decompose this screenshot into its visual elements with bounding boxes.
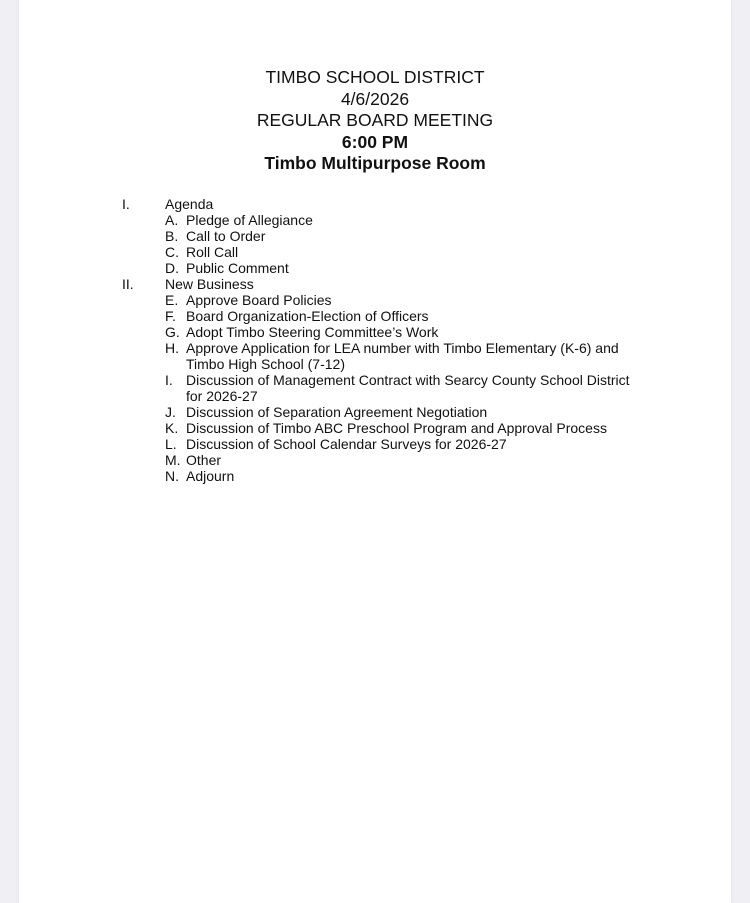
item-letter: H.: [165, 340, 179, 356]
item-letter: J.: [165, 404, 176, 420]
agenda-item: Pledge of Allegiance: [186, 212, 313, 228]
item-letter: A.: [165, 212, 179, 228]
section-title: New Business: [165, 276, 254, 292]
section-numeral: II.: [122, 276, 134, 292]
item-letter: I.: [165, 372, 173, 388]
agenda-item: Discussion of School Calendar Surveys for 2026-27: [186, 436, 507, 452]
agenda-item: Adopt Timbo Steering Committee’s Work: [186, 324, 439, 340]
agenda-item: Discussion of Management Contract with Searcy County School District: [186, 372, 630, 388]
item-letter: L.: [165, 436, 177, 452]
meeting-time: 6:00 PM: [341, 131, 409, 152]
item-letter: K.: [165, 420, 179, 436]
item-letter: G.: [165, 324, 180, 340]
item-letter: E.: [165, 292, 179, 308]
agenda-item: Roll Call: [186, 244, 239, 260]
meeting-date: 4/6/2026: [340, 88, 410, 109]
item-letter: B.: [165, 228, 179, 244]
section-title: Agenda: [165, 196, 214, 212]
item-letter: D.: [165, 260, 179, 276]
agenda-item: Call to Order: [186, 228, 266, 244]
agenda-item: Board Organization-Election of Officers: [186, 308, 429, 324]
item-letter: F.: [165, 308, 176, 324]
agenda-item: Discussion of Separation Agreement Negotiation: [186, 404, 488, 420]
agenda-item: Approve Application for LEA number with Timbo Elementary (K-6) and: [186, 340, 619, 356]
agenda-item: Approve Board Policies: [186, 292, 332, 308]
agenda-item-continuation: for 2026-27: [186, 388, 258, 404]
item-letter: C.: [165, 244, 179, 260]
agenda-item: Other: [186, 452, 222, 468]
agenda-item: Public Comment: [186, 260, 289, 276]
section-numeral: I.: [122, 196, 130, 212]
agenda-item: Adjourn: [186, 468, 235, 484]
meeting-location: Timbo Multipurpose Room: [264, 153, 486, 173]
document-header: [0, 67, 750, 175]
item-letter: M.: [165, 452, 181, 468]
agenda-item-continuation: Timbo High School (7-12): [186, 356, 345, 372]
agenda-item: Discussion of Timbo ABC Preschool Program and Approval Process: [186, 420, 607, 436]
item-letter: N.: [165, 468, 179, 484]
meeting-type: REGULAR BOARD MEETING: [256, 110, 494, 130]
district-name: TIMBO SCHOOL DISTRICT: [265, 67, 485, 87]
